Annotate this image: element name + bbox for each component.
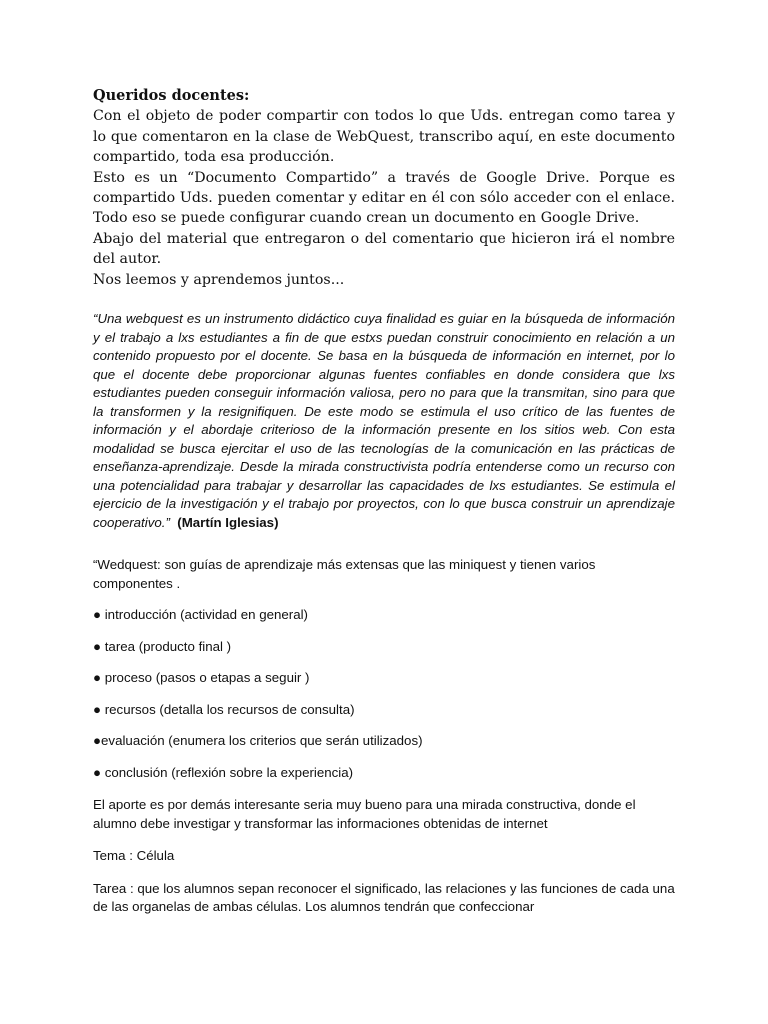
aporte-paragraph: El aporte es por demás interesante seria muy bueno para una mirada constructiva, donde el alumno debe investigar y transformar las informaciones obtenidas de internet	[93, 797, 636, 831]
quote-section	[93, 310, 675, 532]
tarea-paragraph: Tarea : que los alumnos sepan reconocer el significado, las relaciones y las funciones de cada una de las organelas de ambas células. Los alumnos tendrán que confeccionar	[93, 880, 675, 915]
intro-section	[93, 86, 675, 290]
wedquest-intro: “Wedquest: son guías de aprendizaje más extensas que las miniquest y tienen varios componentes .	[93, 557, 596, 591]
intro-paragraph-1: Con el objeto de poder compartir con todos lo que Uds. entregan como tarea y lo que comentaron en la clase de WebQuest, transcribo aquí, en este documento compartido, toda esa producción.	[93, 108, 675, 166]
component-item-conclusion: ● conclusión (reflexión sobre la experiencia)	[93, 764, 354, 780]
quote-open-mark: “	[93, 311, 98, 327]
component-item-tarea: ● tarea (producto final )	[93, 638, 232, 654]
intro-paragraph-4: Nos leemos y aprendemos juntos...	[93, 271, 345, 288]
component-item-introduccion: ● introducción (actividad en general)	[93, 607, 308, 623]
webquest-quote	[93, 310, 675, 532]
greeting-heading: Queridos docentes:	[93, 87, 250, 104]
wedquest-section	[93, 556, 675, 782]
quote-author: (Martín Iglesias)	[177, 514, 279, 530]
quote-text: Una webquest es un instrumento didáctico cuya finalidad es guiar en la búsqueda de información y el trabajo a lxs estudiantes a fin de que estxs puedan construir conocimiento en relación a un contenido propuesto por el docente. Se basa en la búsqueda de información en internet, por lo que el docente debe proporcionar algunas fuentes confiables en donde considera que lxs estudiantes pueden conseguir información valiosa, pero no para que la transmitan, sino para que la transformen y la resignifiquen. De este modo se estimula el uso crítico de las fuentes de información y el abordaje criterioso de la información presente en los sitios web. Con esta modalidad se busca ejercitar el uso de las tecnologías de la comunicación en las prácticas de enseñanza-aprendizaje. Desde la mirada constructivista podría entenderse como un recurso con una potencialidad para trabajar y desarrollar las capacidades de lxs estudiantes. Se estimula el ejercicio de la investigación y el trabajo por proyectos, con lo que busca construir un aprendizaje cooperativo.”	[93, 311, 675, 530]
intro-paragraph-2: Esto es un “Documento Compartido” a través de Google Drive. Porque es compartido Uds. pueden comentar y editar en él con sólo acceder con el enlace. Todo eso se puede configurar cuando crean un documento en Google Drive.	[93, 169, 675, 227]
document-page	[93, 86, 675, 917]
tema-line: Tema : Célula	[93, 848, 175, 864]
comments-section	[93, 796, 675, 917]
component-item-recursos: ● recursos (detalla los recursos de consulta)	[93, 701, 355, 717]
component-item-evaluacion: ●evaluación (enumera los criterios que serán utilizados)	[93, 733, 423, 749]
component-item-proceso: ● proceso (pasos o etapas a seguir )	[93, 670, 310, 686]
intro-paragraph-3: Abajo del material que entregaron o del comentario que hicieron irá el nombre del autor.	[93, 230, 675, 268]
